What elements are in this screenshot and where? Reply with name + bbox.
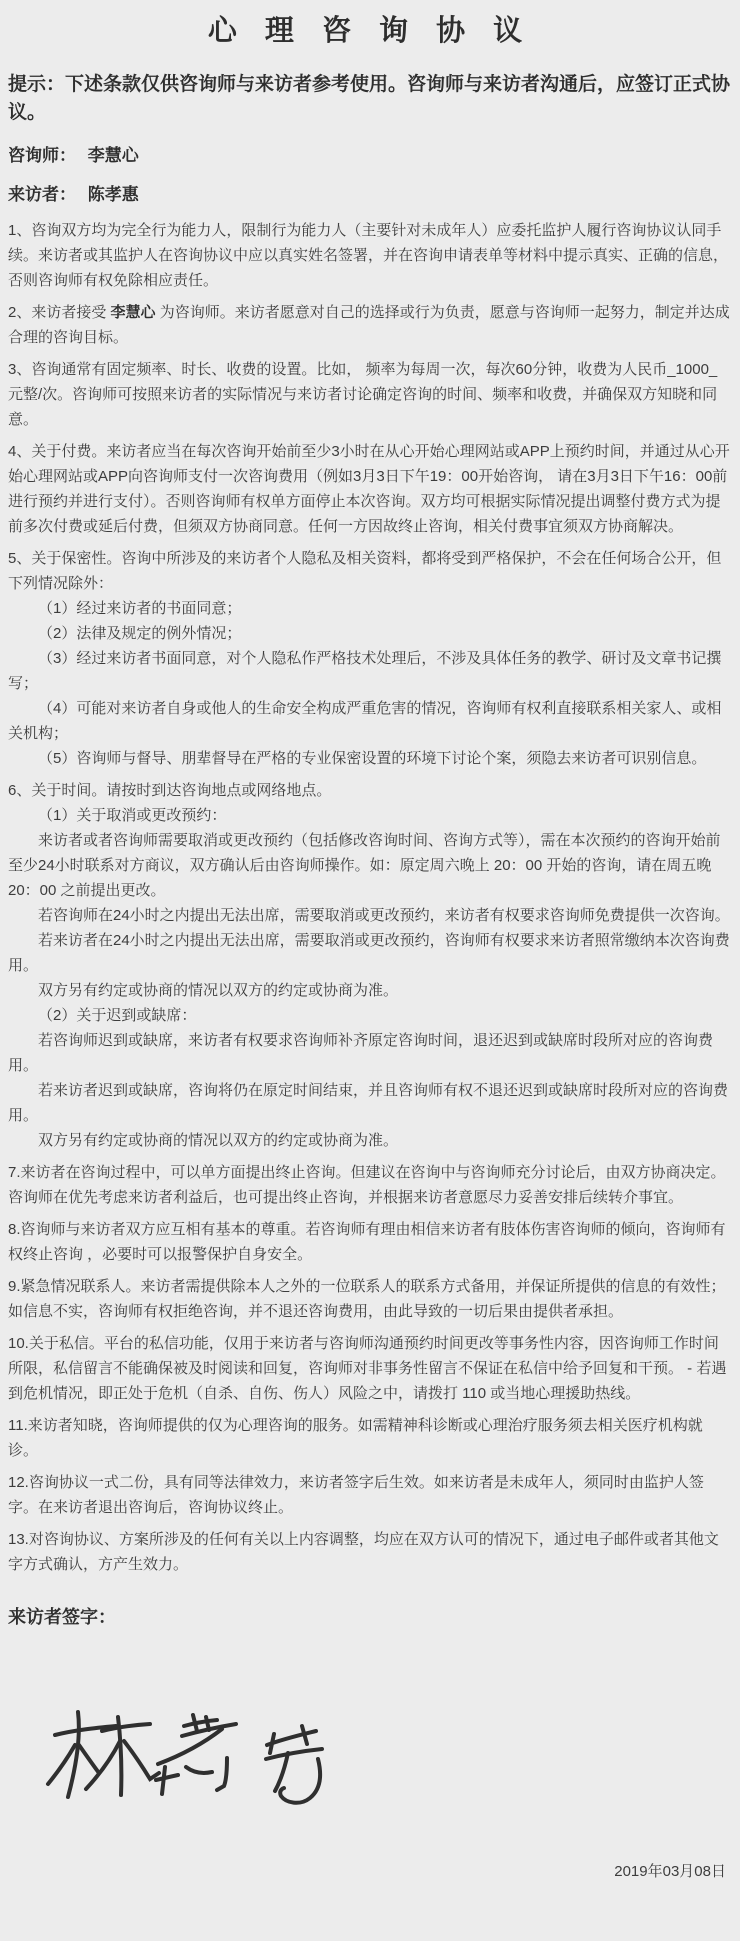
clause-6-item-2-a: 若咨询师迟到或缺席，来访者有权要求咨询师补齐原定咨询时间，退还迟到或缺席时段所对应的咨询费用。 [8,1032,714,1074]
clause-3: 3、咨询通常有固定频率、时长、收费的设置。比如， 频率为每周一次，每次60分钟，收费为人民币_1000_元整/次。咨询师可按照来访者的实际情况与来访者讨论确定咨询的时间、频率和收费，并确保双方知晓和同意。 [8,361,718,428]
page-title: 心 理 咨 询 协 议 [207,15,533,47]
clause-6-item-2-head: （2）关于迟到或缺席： [38,1007,197,1024]
clause-6-item-1-b: 若咨询师在24小时之内提出无法出席，需要取消或更改预约，来访者有权要求咨询师免费提供一次咨询。 [38,907,730,924]
counselor-label: 咨询师： [8,146,76,165]
signature-strokes-icon [38,1697,338,1822]
clause-2-post: 为咨询师。来访者愿意对自己的选择或行为负责，愿意与咨询师一起努力，制定并达成合理的咨询目标。 [8,304,730,346]
clause-2-pre: 2、来访者接受 [8,304,111,321]
clause-2-counselor-name: 李慧心 [110,304,156,321]
clause-5-item-1: （1）经过来访者的书面同意； [38,600,242,617]
counselor-name: 李慧心 [87,146,139,165]
clause-11: 11.来访者知晓，咨询师提供的仅为心理咨询的服务。如需精神科诊断或心理治疗服务须去相关医疗机构就诊。 [8,1417,703,1459]
clause-5-item-3: （3）经过来访者书面同意，对个人隐私作严格技术处理后，不涉及具体任务的教学、研讨及文章书记撰写； [8,650,722,692]
clause-5-item-5: （5）咨询师与督导、朋辈督导在严格的专业保密设置的环境下讨论个案，须隐去来访者可识别信息。 [38,750,707,767]
visitor-label: 来访者： [8,185,76,204]
handwritten-signature [38,1697,338,1822]
clause-6-intro: 6、关于时间。请按时到达咨询地点或网络地点。 [8,782,332,799]
clause-6-item-1-c: 若来访者在24小时之内提出无法出席，需要取消或更改预约，咨询师有权要求来访者照常缴纳本次咨询费用。 [8,932,730,974]
clause-5-intro: 5、关于保密性。咨询中所涉及的来访者个人隐私及相关资料，都将受到严格保护，不会在任何场合公开，但下列情况除外： [8,550,722,592]
clause-10: 10.关于私信。平台的私信功能，仅用于来访者与咨询师沟通预约时间更改等事务性内容，因咨询师工作时间所限，私信留言不能确保被及时阅读和回复，咨询师对非事务性留言不保证在私信中给予回复和干预。 - 若遇到危机情况，即正处于危机（自杀、自伤、伤人）风险之中，请拨打 110 或当地心理援助热线。 [8,1335,727,1402]
counselor-line [8,141,732,166]
clause-6-item-2-c: 双方另有约定或协商的情况以双方的约定或协商为准。 [38,1132,399,1149]
clause-2 [8,300,732,350]
clause-8: 8.咨询师与来访者双方应互相有基本的尊重。若咨询师有理由相信来访者有肢体伤害咨询师的倾向，咨询师有权终止咨询 ，必要时可以报警保护自身安全。 [8,1221,726,1263]
clause-6-item-1-a: 来访者或者咨询师需要取消或更改预约（包括修改咨询时间、咨询方式等），需在本次预约的咨询开始前至少24小时联系对方商议，双方确认后由咨询师操作。如：原定周六晚上 20：00 开始的咨询，请在周五晚 20：00 之前提出更改。 [8,832,721,899]
clause-9: 9.紧急情况联系人。来访者需提供除本人之外的一位联系人的联系方式备用，并保证所提供的信息的有效性；如信息不实，咨询师有权拒绝咨询，并不退还咨询费用，由此导致的一切后果由提供者承担。 [8,1278,726,1320]
visitor-line [8,180,732,205]
clause-5-item-4: （4）可能对来访者自身或他人的生命安全构成严重危害的情况，咨询师有权利直接联系相关家人、或相关机构； [8,700,722,742]
signature-label: 来访者签字： [8,1607,116,1627]
clause-6-item-1-head: （1）关于取消或更改预约： [38,807,227,824]
clause-6-item-1-d: 双方另有约定或协商的情况以双方的约定或协商为准。 [38,982,399,999]
clause-5-item-2: （2）法律及规定的例外情况； [38,625,242,642]
sign-date: 2019年03月08日 [614,1863,726,1880]
clause-7: 7.来访者在咨询过程中，可以单方面提出终止咨询。但建议在咨询中与咨询师充分讨论后，由双方协商决定。咨询师在优先考虑来访者利益后，也可提出终止咨询，并根据来访者意愿尽力妥善安排后续转介事宜。 [8,1164,726,1206]
notice-text: 提示：下述条款仅供咨询师与来访者参考使用。咨询师与来访者沟通后，应签订正式协议。 [8,74,731,123]
clause-6-item-2-b: 若来访者迟到或缺席，咨询将仍在原定时间结束，并且咨询师有权不退还迟到或缺席时段所对应的咨询费用。 [8,1082,729,1124]
clause-13: 13.对咨询协议、方案所涉及的任何有关以上内容调整，均应在双方认可的情况下，通过电子邮件或者其他文字方式确认，方产生效力。 [8,1531,719,1573]
clause-4: 4、关于付费。来访者应当在每次咨询开始前至少3小时在从心开始心理网站或APP上预约时间，并通过从心开始心理网站或APP向咨询师支付一次咨询费用（例如3月3日下午19：00开始咨询， 请在3月3日下午16：00前进行预约并进行支付）。否则咨询师有权单方面停止本次咨询。双方均可根据实际情况提出调整付费方式为提前多次付费或延后付费，但须双方协商同意。任何一方因故终止咨询，相关付费事宜须双方协商解决。 [8,443,730,535]
visitor-name: 陈孝惠 [87,185,139,204]
clause-12: 12.咨询协议一式二份，具有同等法律效力，来访者签字后生效。如来访者是未成年人，须同时由监护人签字。在来访者退出咨询后，咨询协议终止。 [8,1474,704,1516]
clause-1: 1、咨询双方均为完全行为能力人，限制行为能力人（主要针对未成年人）应委托监护人履行咨询协议认同手续。来访者或其监护人在咨询协议中应以真实姓名签署，并在咨询申请表单等材料中提示真实、正确的信息，否则咨询师有权免除相应责任。 [8,222,729,289]
